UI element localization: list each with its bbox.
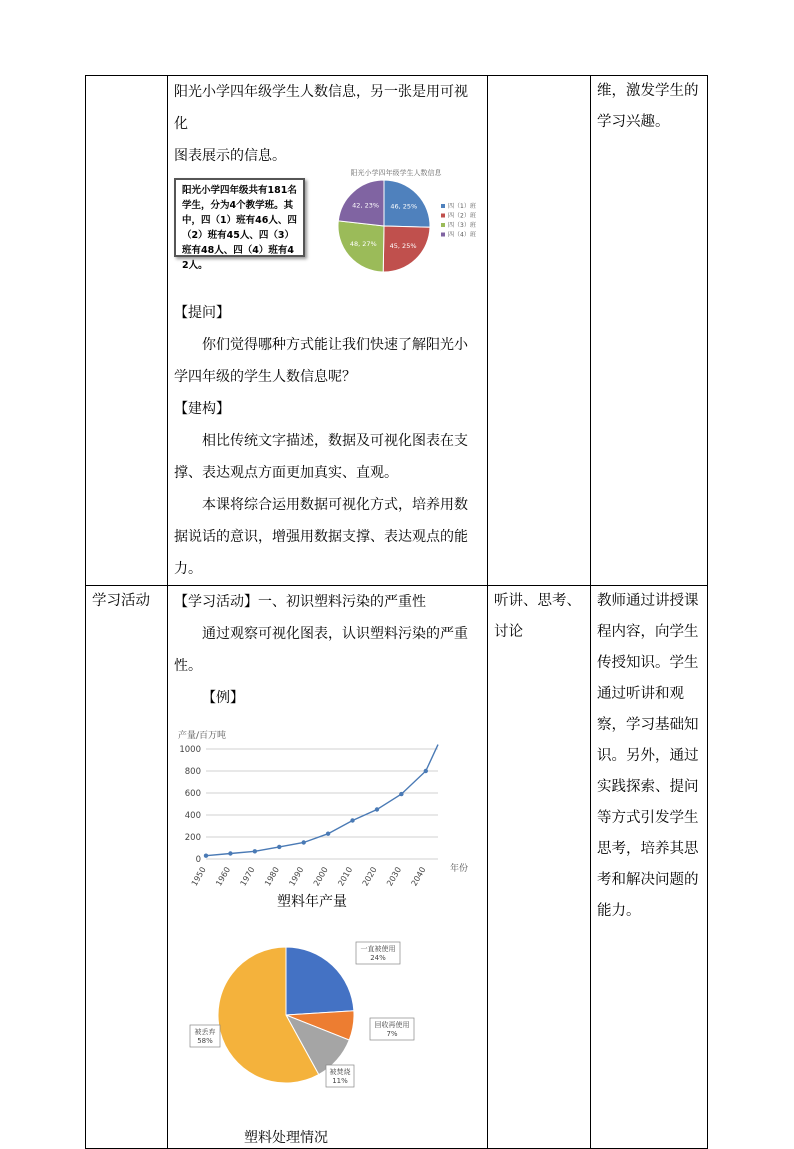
pie-data-label: 46, 25% — [390, 202, 418, 211]
x-tick-label: 1980 — [263, 865, 281, 888]
row1-goal-cell — [591, 76, 708, 586]
line-y-axis-label: 产量/百万吨 — [178, 731, 227, 741]
data-point — [399, 792, 403, 796]
observe-text: 通过观察可视化图表，认识塑料污染的严重性。 — [174, 626, 468, 674]
row1-col3-empty — [488, 76, 591, 586]
row1-goal-text: 维，激发学生的学习兴趣。 — [597, 83, 699, 130]
pie-data-label: 45, 25% — [389, 241, 417, 250]
pie-percent-label: 11% — [332, 1077, 348, 1085]
table-row — [86, 586, 708, 1149]
legend-entry: 四（4）班 — [448, 231, 476, 239]
activity-label-cell — [86, 586, 168, 1149]
ask-heading: 【提问】 — [174, 305, 230, 321]
pie-slice — [286, 947, 354, 1015]
data-point — [326, 832, 330, 836]
pie-percent-label: 7% — [386, 1030, 398, 1038]
student-activity-text: 听讲、思考、讨论 — [494, 593, 581, 640]
x-tick-label: 2040 — [409, 865, 428, 888]
data-point — [350, 818, 354, 822]
x-tick-label: 1970 — [238, 865, 257, 888]
example-label: 【例】 — [202, 690, 244, 706]
pie-category-label: 被丢弃 — [194, 1028, 216, 1036]
legend-entry: 四（3）班 — [448, 222, 476, 229]
table-row — [86, 76, 708, 586]
activity-label: 学习活动 — [92, 593, 150, 609]
line-x-axis-label: 年份 — [450, 864, 469, 874]
design-intent-cell — [591, 586, 708, 1149]
y-tick-label: 0 — [195, 855, 201, 865]
legend-swatch — [441, 223, 445, 227]
legend-swatch — [441, 204, 445, 208]
pie-percent-label: 24% — [370, 954, 386, 962]
class-pie-chart — [338, 166, 488, 286]
legend-swatch — [441, 233, 445, 237]
data-point — [228, 851, 232, 855]
x-tick-label: 2020 — [360, 865, 379, 888]
legend-swatch — [441, 214, 445, 218]
student-info-textbox: 阳光小学四年级共有181名学生，分为4个教学班。其中，四（1）班有46人、四（2）班有45人、四（3）班有48人、四（4）班有42人。 — [174, 178, 305, 257]
build-paragraph: 相比传统文字描述，数据及可视化图表在支撑、表达观点方面更加真实、直观。 — [174, 433, 468, 481]
class-figure — [168, 169, 487, 292]
x-tick-label: 1950 — [189, 865, 208, 888]
data-point — [375, 807, 379, 811]
pie-category-label: 被焚烧 — [329, 1068, 351, 1076]
activity-content-cell — [168, 586, 488, 1149]
lesson-table — [85, 75, 708, 1149]
pie-category-label: 一直被使用 — [360, 945, 396, 953]
ask-line-1: 你们觉得哪种方式能让我们快速了解阳光小 — [202, 337, 468, 353]
x-tick-label: 2000 — [311, 865, 330, 888]
legend-entry: 四（2）班 — [448, 212, 476, 220]
pie-percent-label: 58% — [197, 1037, 213, 1045]
build-heading: 【建构】 — [174, 401, 230, 417]
plastic-treatment-pie-chart — [174, 938, 480, 1148]
row1-col1-empty — [86, 76, 168, 586]
row1-content-cell — [168, 76, 488, 586]
x-tick-label: 2010 — [336, 865, 355, 888]
y-tick-label: 800 — [184, 767, 201, 777]
data-point — [424, 769, 428, 773]
line-chart-caption: 塑料年产量 — [277, 894, 347, 910]
data-point — [301, 840, 305, 844]
pie-chart-caption: 塑料处理情况 — [244, 1130, 328, 1146]
intro-line-2: 图表展示的信息。 — [174, 148, 286, 164]
x-tick-label: 2030 — [385, 865, 404, 888]
y-tick-label: 200 — [184, 833, 201, 843]
pie-category-label: 回收再使用 — [374, 1021, 410, 1029]
pie-data-label: 42, 23% — [352, 201, 380, 210]
ask-line-2: 学四年级的学生人数信息呢？ — [174, 369, 356, 385]
x-tick-label: 1990 — [287, 865, 306, 888]
plastic-production-line-chart — [174, 714, 480, 914]
data-point — [253, 849, 257, 853]
x-tick-label: 1960 — [214, 865, 233, 888]
line-series-path — [206, 745, 438, 856]
y-tick-label: 1000 — [179, 745, 201, 755]
y-tick-label: 400 — [184, 811, 201, 821]
pie-data-label: 48, 27% — [349, 240, 377, 249]
y-tick-label: 600 — [184, 789, 201, 799]
summary-paragraph: 本课将综合运用数据可视化方式，培养用数据说话的意识，增强用数据支撑、表达观点的能力。 — [174, 497, 468, 577]
design-intent-text: 教师通过讲授课程内容，向学生传授知识。学生通过听讲和观察，学习基础知识。另外，通过实践探索、提问等方式引发学生思考，培养其思考和解决问题的能力。 — [597, 593, 699, 919]
class-pie-title: 阳光小学四年级学生人数信息 — [350, 169, 442, 177]
legend-entry: 四（1）班 — [448, 203, 476, 210]
activity-title: 【学习活动】一、初识塑料污染的严重性 — [174, 594, 426, 610]
intro-line-1: 阳光小学四年级学生人数信息，另一张是用可视化 — [174, 84, 468, 132]
data-point — [204, 854, 208, 858]
data-point — [277, 845, 281, 849]
student-activity-cell — [488, 586, 591, 1149]
